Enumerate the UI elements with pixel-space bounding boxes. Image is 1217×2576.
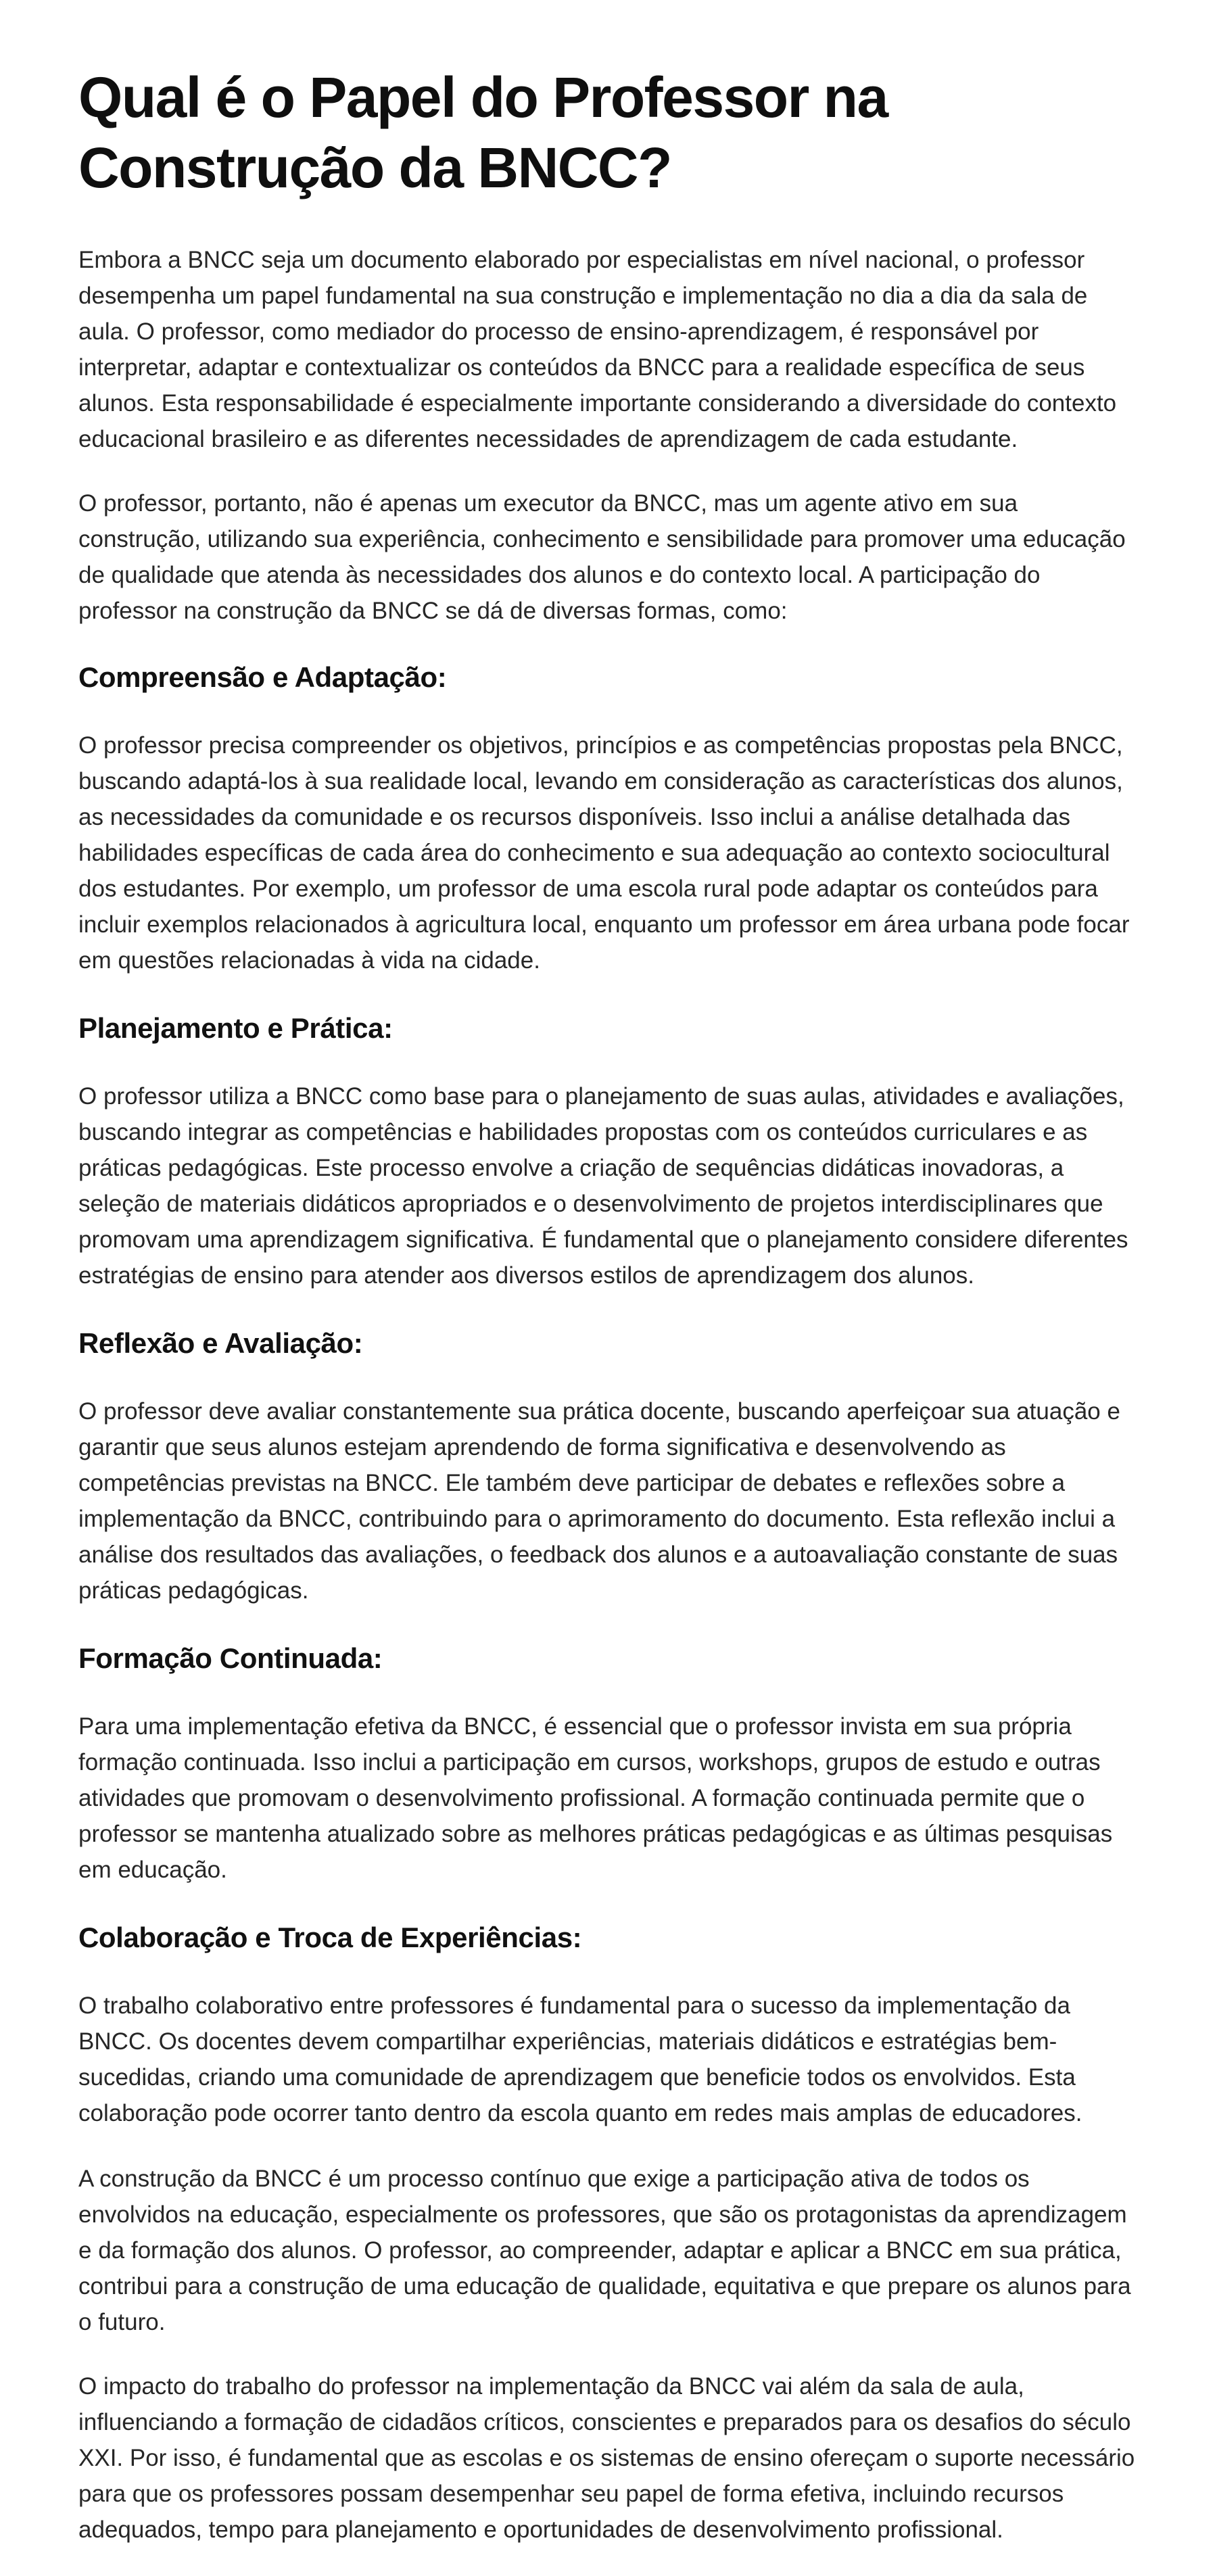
section-heading: Formação Continuada: [78, 1642, 383, 1674]
intro-paragraph: Embora a BNCC seja um documento elaborado por especialistas em nível nacional, o professor desempenha um papel fundamental na sua construção e implementação no dia a dia da sala de aula. O professor, como mediador do processo de ensino-aprendizagem, é responsável por interpretar, adaptar e contextualizar os conteúdos da BNCC para a realidade específica de seus alunos. Esta responsabilidade é especialmente importante considerando a diversidade do contexto educacional brasileiro e as diferentes necessidades de aprendizagem de cada estudante. [78, 247, 1117, 452]
section-heading: Colaboração e Troca de Experiências: [78, 1922, 582, 1953]
section-heading: Reflexão e Avaliação: [78, 1327, 363, 1359]
page-title: Qual é o Papel do Professor na Construção da BNCC? [78, 66, 888, 199]
section-colaboracao-troca [78, 1917, 1140, 2131]
section-body: O professor deve avaliar constantemente sua prática docente, buscando aperfeiçoar sua atuação e garantir que seus alunos estejam aprendendo de forma significativa e desenvolvendo as competências previstas na BNCC. Ele também deve participar de debates e reflexões sobre a implementação da BNCC, contribuindo para o aprimoramento do documento. Esta reflexão inclui a análise dos resultados das avaliações, o feedback dos alunos e a autoavaliação constante de suas práticas pedagógicas. [78, 1398, 1120, 1604]
section-heading: Planejamento e Prática: [78, 1012, 393, 1044]
closing-paragraph: A construção da BNCC é um processo contínuo que exige a participação ativa de todos os envolvidos na educação, especialmente os professores, que são os protagonistas da aprendizagem e da formação dos alunos. O professor, ao compreender, adaptar e aplicar a BNCC em sua prática, contribui para a construção de uma educação de qualidade, equitativa e que prepare os alunos para o futuro. [78, 2166, 1131, 2335]
article [78, 62, 1140, 2576]
section-planejamento-pratica [78, 1008, 1140, 1293]
closing-paragraph: O impacto do trabalho do professor na implementação da BNCC vai além da sala de aula, influenciando a formação de cidadãos críticos, conscientes e preparados para os desafios do século XXI. Por isso, é fundamental que as escolas e os sistemas de ensino ofereçam o suporte necessário para que os professores possam desempenhar seu papel de forma efetiva, incluindo recursos adequados, tempo para planejamento e oportunidades de desenvolvimento profissional. [78, 2373, 1135, 2543]
section-body: Para uma implementação efetiva da BNCC, é essencial que o professor invista em sua própria formação continuada. Isso inclui a participação em cursos, workshops, grupos de estudo e outras atividades que promovam o desenvolvimento profissional. A formação continuada permite que o professor se mantenha atualizado sobre as melhores práticas pedagógicas e as últimas pesquisas em educação. [78, 1713, 1113, 1883]
section-reflexao-avaliacao [78, 1323, 1140, 1608]
section-compreensao-adaptacao [78, 657, 1140, 978]
section-formacao-continuada [78, 1638, 1140, 1888]
section-heading: Compreensão e Adaptação: [78, 661, 447, 693]
intro-paragraph: O professor, portanto, não é apenas um executor da BNCC, mas um agente ativo em sua construção, utilizando sua experiência, conhecimento e sensibilidade para promover uma educação de qualidade que atenda às necessidades dos alunos e do contexto local. A participação do professor na construção da BNCC se dá de diversas formas, como: [78, 490, 1126, 624]
section-body: O professor precisa compreender os objetivos, princípios e as competências propostas pela BNCC, buscando adaptá-los à sua realidade local, levando em consideração as características dos alunos, as necessidades da comunidade e os recursos disponíveis. Isso inclui a análise detalhada das habilidades específicas de cada área do conhecimento e sua adequação ao contexto sociocultural dos estudantes. Por exemplo, um professor de uma escola rural pode adaptar os conteúdos para incluir exemplos relacionados à agricultura local, enquanto um professor em área urbana pode focar em questões relacionadas à vida na cidade. [78, 732, 1130, 974]
section-body: O trabalho colaborativo entre professores é fundamental para o sucesso da implementação da BNCC. Os docentes devem compartilhar experiências, materiais didáticos e estratégias bem-sucedidas, criando uma comunidade de aprendizagem que beneficie todos os envolvidos. Esta colaboração pode ocorrer tanto dentro da escola quanto em redes mais amplas de educadores. [78, 1993, 1082, 2126]
section-body: O professor utiliza a BNCC como base para o planejamento de suas aulas, atividades e avaliações, buscando integrar as competências e habilidades propostas com os conteúdos curriculares e as práticas pedagógicas. Este processo envolve a criação de sequências didáticas inovadoras, a seleção de materiais didáticos apropriados e o desenvolvimento de projetos interdisciplinares que promovam uma aprendizagem significativa. É fundamental que o planejamento considere diferentes estratégias de ensino para atender aos diversos estilos de aprendizagem dos alunos. [78, 1083, 1128, 1289]
